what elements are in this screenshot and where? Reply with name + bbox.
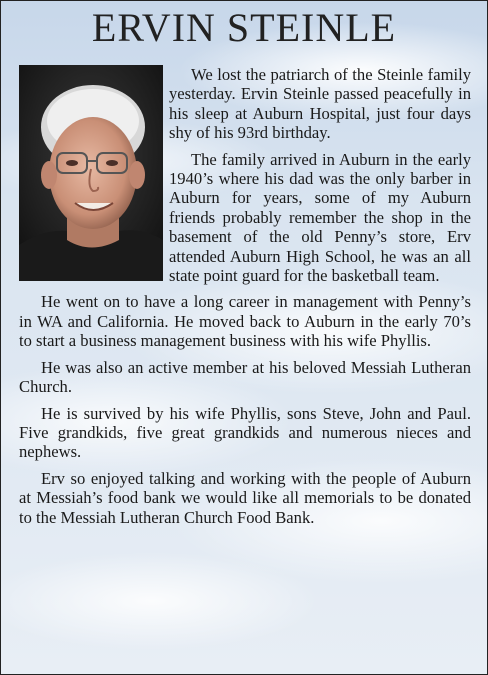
paragraph: He was also an active member at his beloved Messiah Lutheran Church. <box>19 357 471 397</box>
paragraph: We lost the patriarch of the Steinle family yesterday. Ervin Steinle passed peacefully in his sleep at Auburn Hospital, just four days shy of his 93rd birthday. <box>169 65 471 143</box>
paragraph: The family arrived in Auburn in the early 1940’s where his dad was the only barber in Auburn for years, some of my Auburn friends probably remember the shop in the basement of the old Penny’s store, Erv attended Auburn High School, he was an all state point guard for the basketball team. <box>169 149 471 286</box>
obituary-body <box>19 65 471 534</box>
paragraph: Erv so enjoyed talking and working with the people of Auburn at Messiah’s food bank we would like all memorials to be donated to the Messiah Lutheran Church Food Bank. <box>19 468 471 527</box>
paragraph: He is survived by his wife Phyllis, sons Steve, John and Paul. Five grandkids, five great grandkids and numerous nieces and nephews. <box>19 403 471 462</box>
obituary-title: ERVIN STEINLE <box>91 5 397 50</box>
paragraph: He went on to have a long career in management with Penny’s in WA and California. He moved back to Auburn in the early 70’s to start a business management business with his wife Phyllis. <box>19 292 471 351</box>
